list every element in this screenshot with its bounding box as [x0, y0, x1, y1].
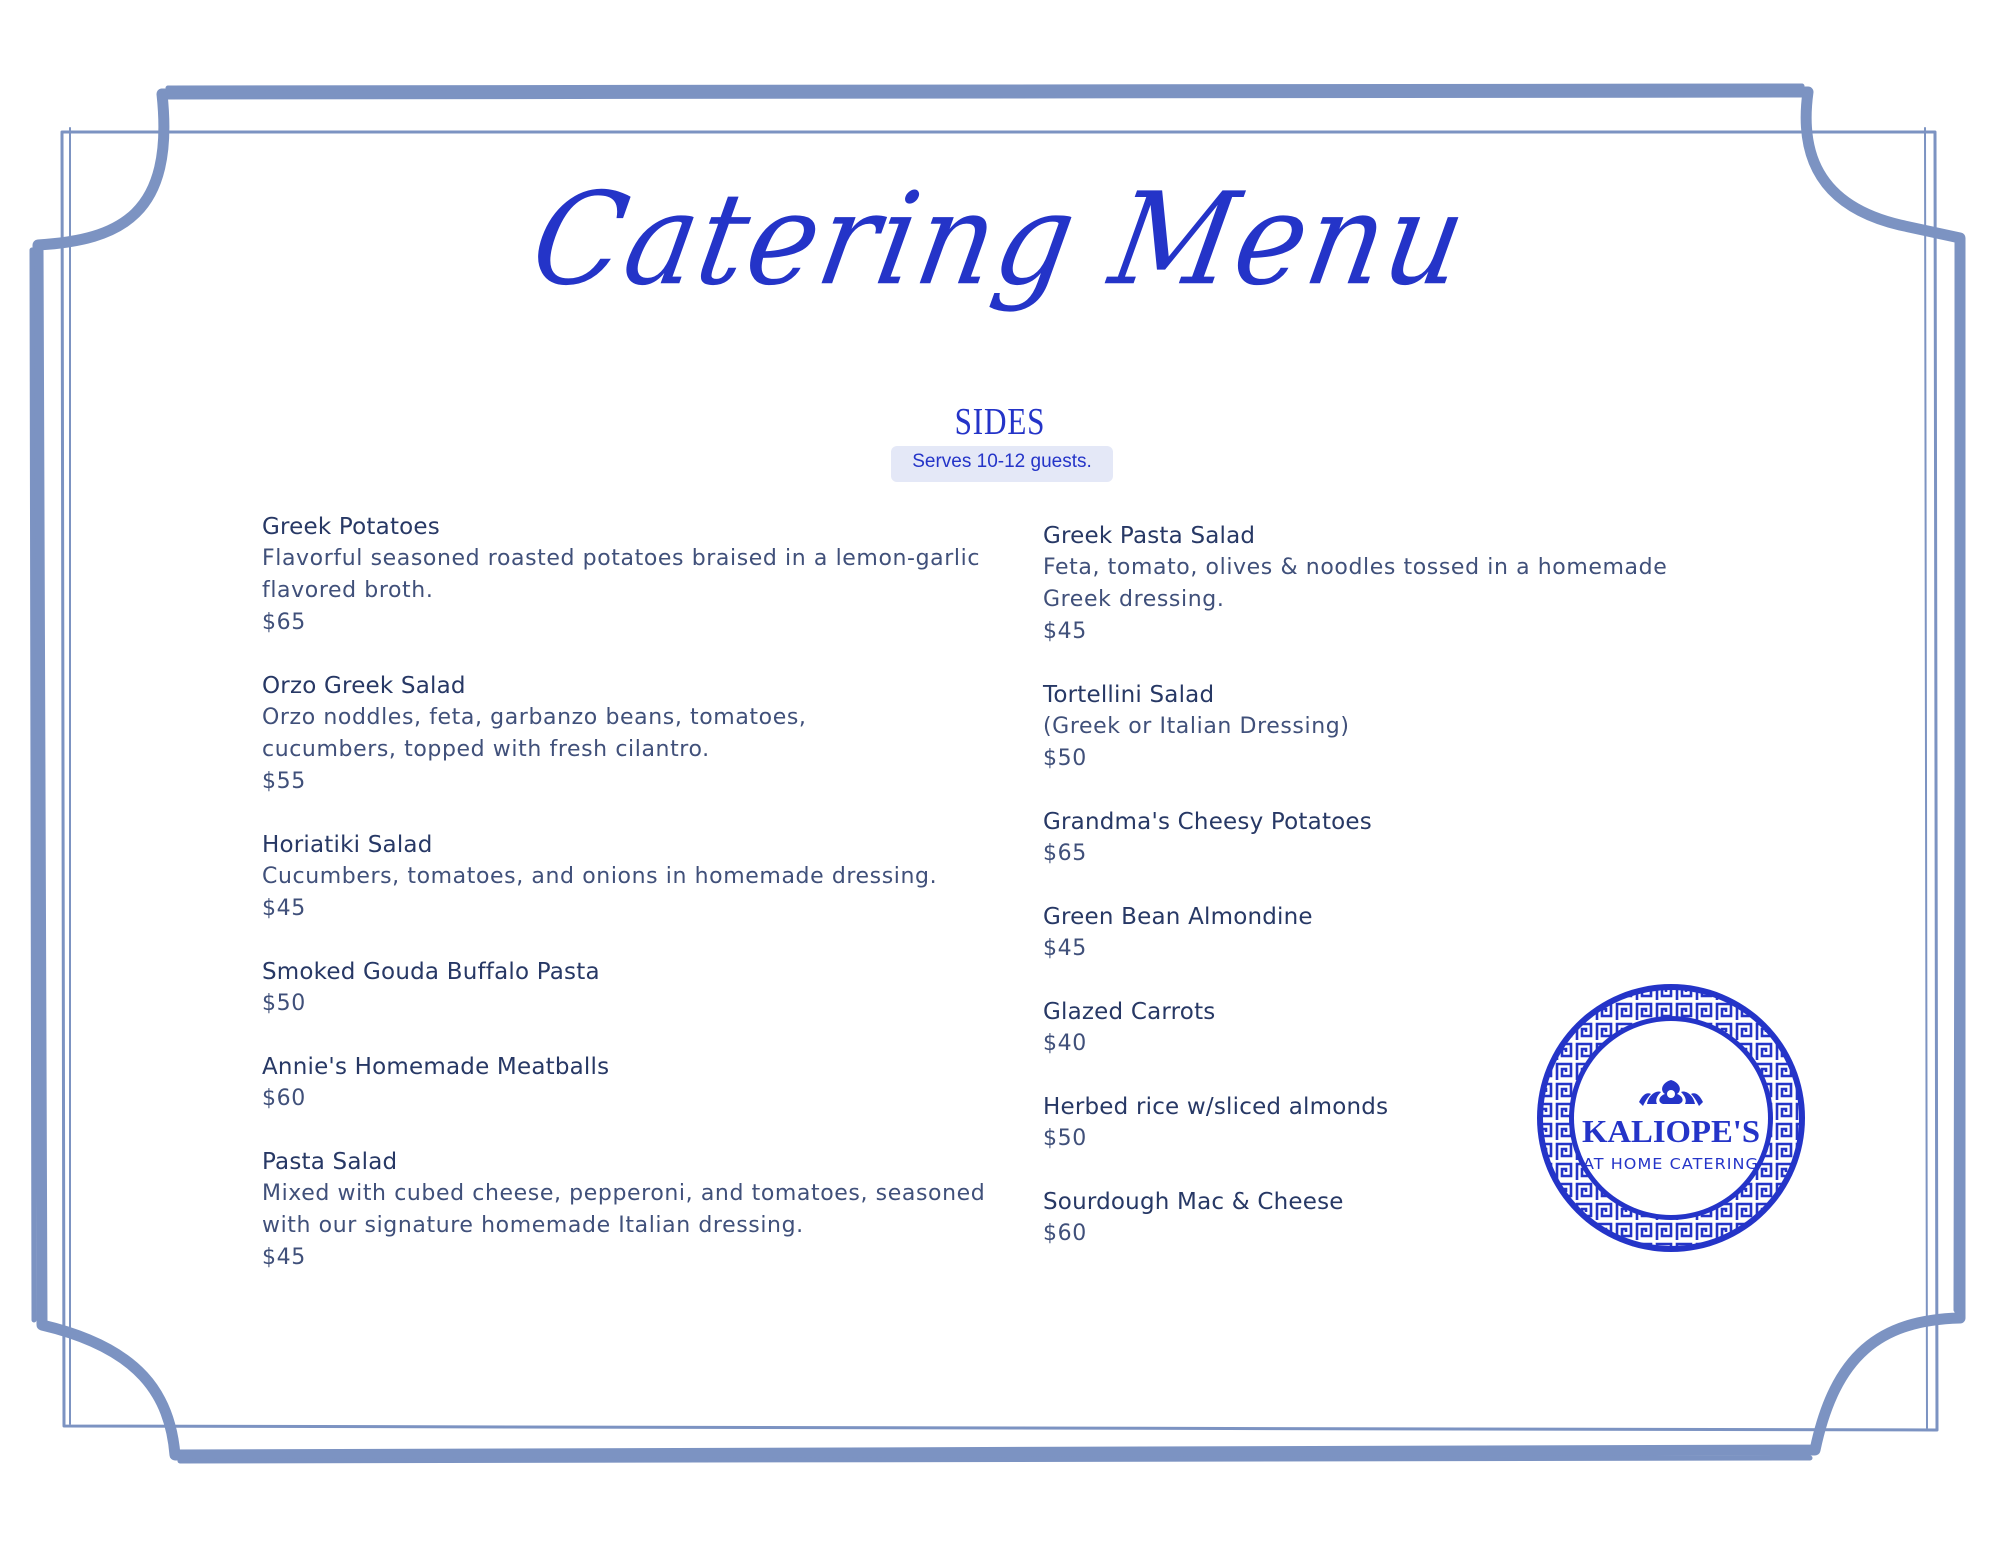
item-price: $50 [262, 991, 306, 1016]
item-price: $45 [262, 1245, 306, 1270]
item-name: Horiatiki Salad [262, 832, 433, 858]
menu-column-left [262, 511, 1002, 1305]
item-name: Orzo Greek Salad [262, 673, 466, 699]
item-name: Glazed Carrots [1043, 999, 1216, 1025]
item-description: (Greek or Italian Dressing) [1043, 714, 1350, 739]
item-name: Greek Pasta Salad [1043, 523, 1256, 549]
item-name: Pasta Salad [262, 1149, 398, 1175]
item-price: $45 [1043, 619, 1087, 644]
item-description: Feta, tomato, olives & noodles tossed in a homemade Greek dressing. [1043, 555, 1668, 612]
logo-tagline: AT HOME CATERING [1583, 1155, 1759, 1173]
item-description: Orzo noddles, feta, garbanzo beans, tomatoes, cucumbers, topped with fresh cilantro. [262, 705, 807, 762]
page-title: Catering Menu [521, 164, 1478, 314]
item-name: Tortellini Salad [1043, 682, 1215, 708]
item-price: $60 [1043, 1221, 1087, 1246]
item-description: Cucumbers, tomatoes, and onions in homemade dressing. [262, 864, 938, 889]
serves-badge: Serves 10-12 guests. [891, 446, 1113, 482]
menu-item [262, 1146, 1002, 1274]
item-name: Sourdough Mac & Cheese [1043, 1189, 1344, 1215]
section-title: SIDES [954, 401, 1046, 443]
menu-item [1043, 520, 1763, 648]
item-price: $45 [1043, 936, 1087, 961]
item-price: $65 [262, 610, 306, 635]
item-price: $45 [262, 896, 306, 921]
item-name: Green Bean Almondine [1043, 904, 1313, 930]
logo-name: KALIOPE'S [1582, 1113, 1760, 1149]
menu-item [262, 511, 1002, 639]
item-price: $60 [262, 1086, 306, 1111]
menu-item [262, 1051, 1002, 1115]
item-description: Mixed with cubed cheese, pepperoni, and tomatoes, seasoned with our signature homemade Italian dressing. [262, 1181, 986, 1238]
menu-item [1043, 806, 1763, 870]
item-description: Flavorful seasoned roasted potatoes braised in a lemon-garlic flavored broth. [262, 546, 981, 603]
item-price: $65 [1043, 841, 1087, 866]
item-name: Greek Potatoes [262, 514, 440, 540]
menu-item [262, 956, 1002, 1020]
item-price: $50 [1043, 1126, 1087, 1151]
menu-item [1043, 679, 1763, 775]
item-name: Smoked Gouda Buffalo Pasta [262, 959, 600, 985]
menu-item [262, 670, 1002, 798]
item-price: $50 [1043, 746, 1087, 771]
kaliopes-logo [1535, 982, 1807, 1254]
item-name: Grandma's Cheesy Potatoes [1043, 809, 1372, 835]
item-price: $55 [262, 769, 306, 794]
item-name: Herbed rice w/sliced almonds [1043, 1094, 1389, 1120]
menu-item [1043, 901, 1763, 965]
item-name: Annie's Homemade Meatballs [262, 1054, 610, 1080]
item-price: $40 [1043, 1031, 1087, 1056]
menu-item [262, 829, 1002, 925]
